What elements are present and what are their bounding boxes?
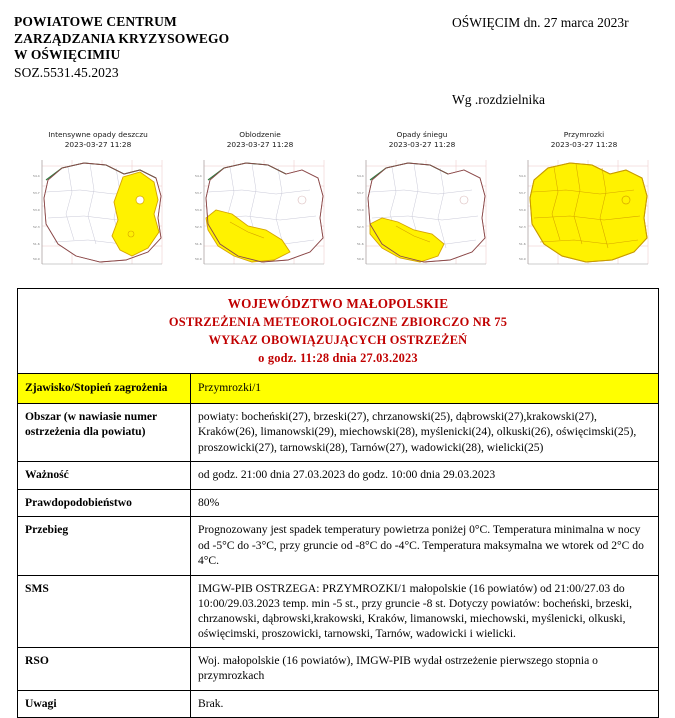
table-row-hazard [18,374,659,404]
svg-text:53.7: 53.7 [195,191,202,195]
row-label-sms: SMS [18,575,191,647]
svg-text:51.6: 51.6 [357,242,364,246]
map-image-2 [352,152,492,268]
svg-text:53.0: 53.0 [33,208,40,212]
row-label-probability: Prawdopodobieństwo [18,489,191,517]
map-image-1 [190,152,330,268]
row-value-validity: od godz. 21:00 dnia 27.03.2023 do godz. 10:00 dnia 29.03.2023 [191,462,659,490]
title-line-voivodeship: WOJEWÓDZTWO MAŁOPOLSKIE [227,296,449,311]
svg-text:53.0: 53.0 [519,208,526,212]
row-value-course: Prognozowany jest spadek temperatury powietrza poniżej 0°C. Temperatura minimalna w nocy od -5°C do -3°C, przy gruncie od -8°C do -4°C. Temperatura maksymalna we wtorek od 2°C do 4°C. [191,517,659,576]
row-label-rso: RSO [18,647,191,690]
addressee-line: Wg .rozdzielnika [452,92,545,107]
svg-text:53.0: 53.0 [357,208,364,212]
map-timestamp-1: 2023-03-27 11:28 [226,139,294,149]
table-row-probability [18,489,659,517]
svg-text:50.9: 50.9 [519,257,526,261]
svg-text:52.3: 52.3 [195,225,202,229]
map-card-opady-sniegu[interactable] [348,130,496,282]
org-line-1: POWIATOWE CENTRUM [14,14,177,29]
row-value-probability: 80% [191,489,659,517]
table-row-rso [18,647,659,690]
row-label-validity: Ważność [18,462,191,490]
row-value-rso: Woj. małopolskie (16 powiatów), IMGW-PIB wydał ostrzeżenie pierwszego stopnia o przymrozkach [191,647,659,690]
svg-text:54.4: 54.4 [519,174,526,178]
svg-text:50.9: 50.9 [357,257,364,261]
org-line-2: ZARZĄDZANIA KRYZYSOWEGO [14,30,230,46]
row-value-hazard: Przymrozki/1 [191,374,659,404]
svg-text:51.6: 51.6 [195,242,202,246]
svg-text:54.4: 54.4 [357,174,364,178]
svg-text:50.9: 50.9 [195,257,202,261]
table-title-cell [18,289,659,374]
row-value-remarks: Brak. [191,690,659,718]
map-timestamp-3: 2023-03-27 11:28 [550,139,618,149]
map-image-3 [514,152,654,268]
table-row-remarks [18,690,659,718]
title-line-warning-number: OSTRZEŻENIA METEOROLOGICZNE ZBIORCZO NR 75 [168,315,508,329]
svg-text:51.6: 51.6 [519,242,526,246]
title-line-timestamp: o godz. 11:28 dnia 27.03.2023 [258,351,418,365]
svg-text:53.0: 53.0 [195,208,202,212]
row-label-remarks: Uwagi [18,690,191,718]
warning-maps-strip [0,130,675,282]
row-label-hazard: Zjawisko/Stopień zagrożenia [18,374,191,404]
org-line-3: W OŚWIĘCIMIU [14,47,121,62]
row-value-area: powiaty: bocheński(27), brzeski(27), chrzanowski(25), dąbrowski(27),krakowski(27), Kraków(26), limanowski(29), miechowski(28), myślenicki(24), olkuski(26), oświęcimski(25), proszowicki(27), tarnowski(28), Tarnów(27), wadowicki(28), wielicki(25) [191,403,659,462]
svg-text:52.3: 52.3 [357,225,364,229]
place-and-date: OŚWIĘCIM dn. 27 marca 2023r [452,15,629,30]
svg-text:53.7: 53.7 [357,191,364,195]
document-header [0,0,675,118]
map-title-0: Intensywne opady deszczu [48,130,148,139]
map-title-2: Opady śniegu [396,130,448,139]
row-label-area: Obszar (w nawiasie numer ostrzeżenia dla powiatu) [18,403,191,462]
svg-text:54.4: 54.4 [33,174,40,178]
svg-text:52.3: 52.3 [33,225,40,229]
row-value-sms: IMGW-PIB OSTRZEGA: PRZYMROZKI/1 małopolskie (16 powiatów) od 21:00/27.03 do 10:00/29.03.2023 temp. min -5 st., przy gruncie -8 st. Dotyczy powiatów: bocheński, brzeski, chrzanowski, dąbrowski,krakowski, Kraków, limanowski, miechowski, myślenicki, olkuski, oświęcimski, proszowicki, tarnowski, Tarnów, wadowicki i wielicki. [191,575,659,647]
table-row-sms [18,575,659,647]
map-title-1: Oblodzenie [239,130,281,139]
map-card-oblodzenie[interactable] [186,130,334,282]
map-card-intensywne-opady-deszczu[interactable] [24,130,172,282]
map-title-3: Przymrozki [563,130,605,139]
table-row-course [18,517,659,576]
letterhead-block [14,14,229,81]
svg-text:52.3: 52.3 [519,225,526,229]
map-timestamp-0: 2023-03-27 11:28 [64,139,132,149]
svg-text:50.9: 50.9 [33,257,40,261]
map-card-przymrozki[interactable] [510,130,658,282]
document-reference-number: SOZ.5531.45.2023 [14,64,119,80]
map-image-0 [28,152,168,268]
table-title-row [18,289,659,374]
svg-text:53.7: 53.7 [519,191,526,195]
table-row-validity [18,462,659,490]
title-line-list-of-warnings: WYKAZ OBOWIĄZUJĄCYCH OSTRZEŻEŃ [208,333,468,347]
row-label-course: Przebieg [18,517,191,576]
svg-text:51.6: 51.6 [33,242,40,246]
svg-text:53.7: 53.7 [33,191,40,195]
svg-text:54.4: 54.4 [195,174,202,178]
meteo-warning-table [17,288,659,718]
map-timestamp-2: 2023-03-27 11:28 [388,139,456,149]
table-row-area [18,403,659,462]
